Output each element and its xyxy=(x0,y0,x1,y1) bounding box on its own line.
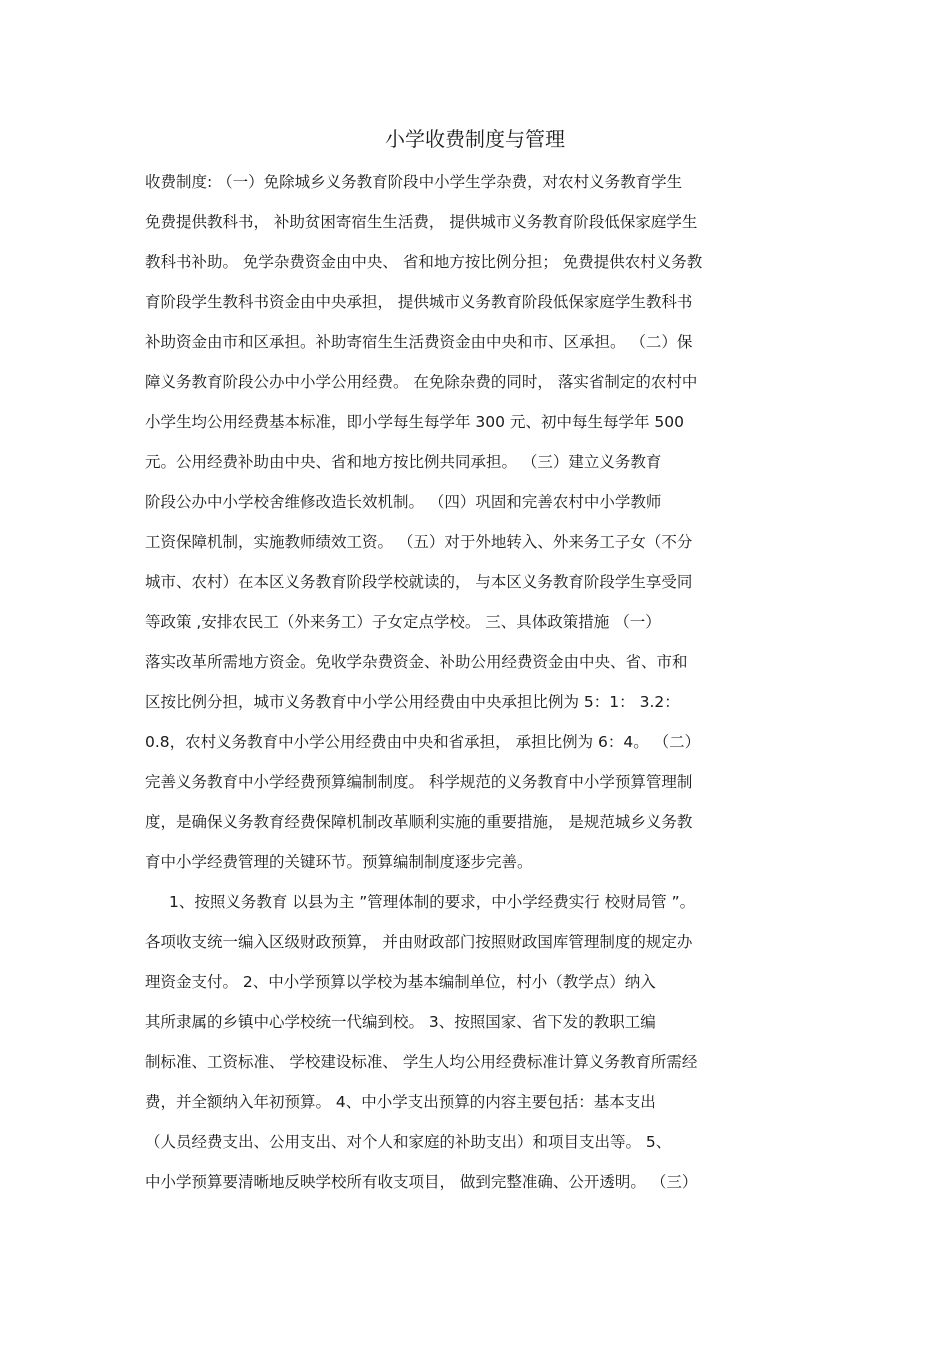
text-line: 其所隶属的乡镇中心学校统一代编到校。 3、按照国家、省下发的教职工编 xyxy=(145,1013,656,1031)
text-line: 中小学预算要清晰地反映学校所有收支项目， 做到完整准确、公开透明。 （三） xyxy=(145,1173,698,1191)
text-line: 收费制度: （一）免除城乡义务教育阶段中小学生学杂费，对农村义务教育学生 xyxy=(145,173,683,191)
text-line: 障义务教育阶段公办中小学公用经费。 在免除杂费的同时， 落实省制定的农村中 xyxy=(145,373,698,391)
text-line: 补助资金由市和区承担。补助寄宿生生活费资金由中央和市、区承担。 （二）保 xyxy=(145,333,693,351)
text-line: 度，是确保义务教育经费保障机制改革顺利实施的重要措施， 是规范城乡义务教 xyxy=(145,813,693,831)
text-line: （人员经费支出、公用支出、对个人和家庭的补助支出）和项目支出等。 5、 xyxy=(145,1133,672,1151)
text-line: 免费提供教科书， 补助贫困寄宿生生活费， 提供城市义务教育阶段低保家庭学生 xyxy=(145,213,698,231)
text-line: 区按比例分担，城市义务教育中小学公用经费由中央承担比例为 5：1： 3.2： xyxy=(145,693,680,711)
text-line: 完善义务教育中小学经费预算编制制度。 科学规范的义务教育中小学预算管理制 xyxy=(145,773,693,791)
text-line: 育中小学经费管理的关键环节。预算编制制度逐步完善。 xyxy=(145,853,533,871)
text-line: 等政策 ,安排农民工（外来务工）子女定点学校。 三、具体政策措施 （一） xyxy=(145,613,661,631)
text-line: 小学生均公用经费基本标准，即小学每生每学年 300 元、初中每生每学年 500 xyxy=(145,413,684,431)
text-line: 工资保障机制，实施教师绩效工资。 （五）对于外地转入、外来务工子女（不分 xyxy=(145,533,693,551)
text-line: 理资金支付。 2、中小学预算以学校为基本编制单位，村小（教学点）纳入 xyxy=(145,973,656,991)
text-line: 0.8，农村义务教育中小学公用经费由中央和省承担， 承担比例为 6：4。 （二） xyxy=(145,733,701,751)
text-line: 教科书补助。 免学杂费资金由中央、 省和地方按比例分担； 免费提供农村义务教 xyxy=(145,253,703,271)
document-body xyxy=(145,168,805,1208)
text-line: 1、按照义务教育 以县为主 ”管理体制的要求，中小学经费实行 校财局管 ”。 xyxy=(169,893,696,911)
paragraph xyxy=(145,168,805,888)
document-title: 小学收费制度与管理 xyxy=(385,127,565,151)
text-line: 落实改革所需地方资金。免收学杂费资金、补助公用经费资金由中央、省、市和 xyxy=(145,653,688,671)
text-line: 各项收支统一编入区级财政预算， 并由财政部门按照财政国库管理制度的规定办 xyxy=(145,933,693,951)
text-line: 阶段公办中小学校舍维修改造长效机制。 （四）巩固和完善农村中小学教师 xyxy=(145,493,662,511)
text-line: 育阶段学生教科书资金由中央承担， 提供城市义务教育阶段低保家庭学生教科书 xyxy=(145,293,693,311)
text-line: 制标准、工资标准、 学校建设标准、 学生人均公用经费标准计算义务教育所需经 xyxy=(145,1053,698,1071)
text-line: 元。公用经费补助由中央、省和地方按比例共同承担。 （三）建立义务教育 xyxy=(145,453,662,471)
text-line: 城市、农村）在本区义务教育阶段学校就读的， 与本区义务教育阶段学生享受同 xyxy=(145,573,693,591)
paragraph xyxy=(145,928,805,1208)
paragraph xyxy=(145,888,805,928)
text-line: 费，并全额纳入年初预算。 4、中小学支出预算的内容主要包括：基本支出 xyxy=(145,1093,656,1111)
